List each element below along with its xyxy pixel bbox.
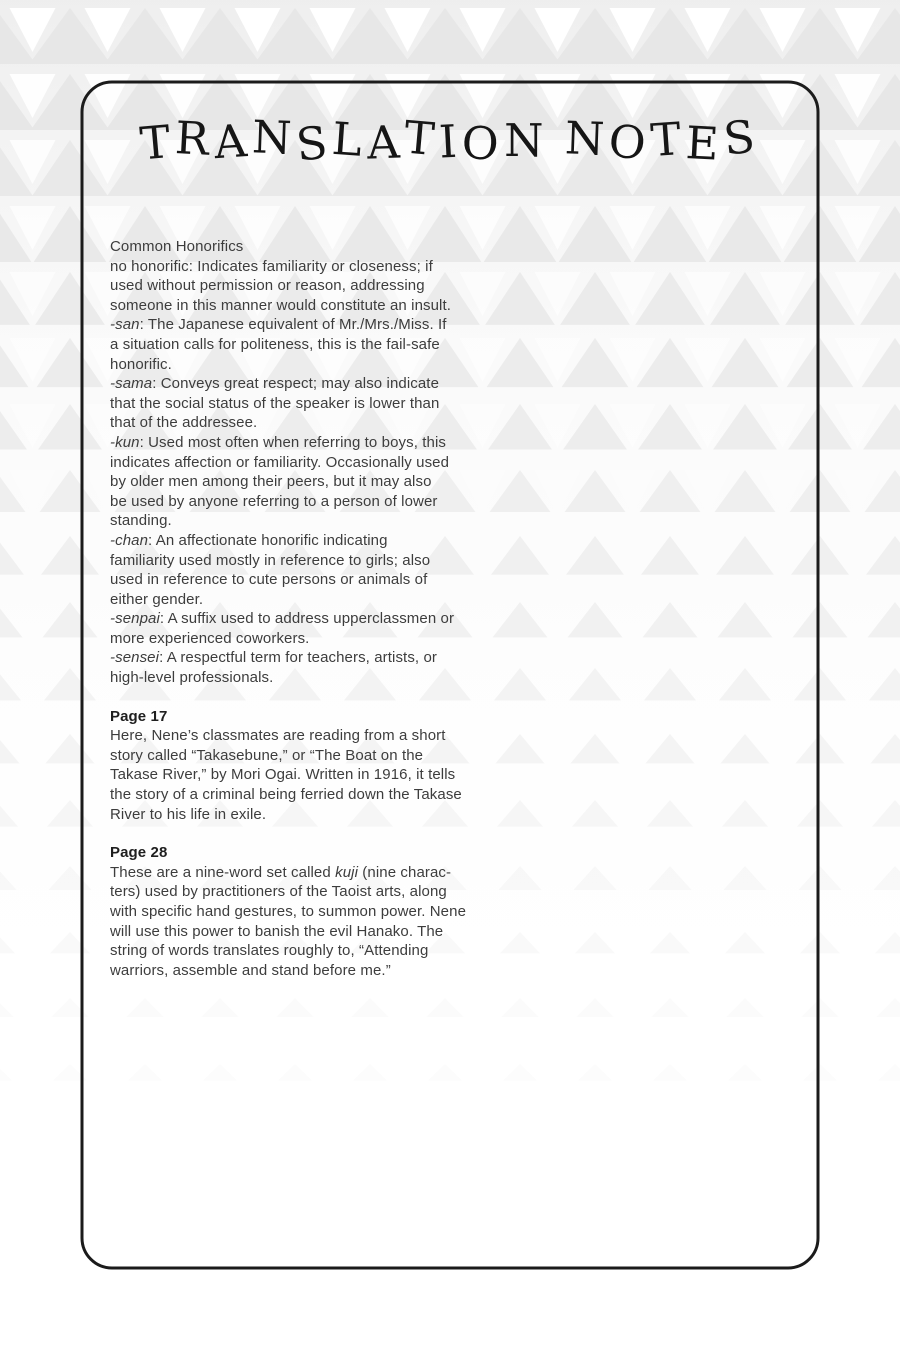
notes-section — [110, 707, 466, 825]
note-text: : A suffix used to address upperclassmen or — [159, 610, 455, 628]
title-letter: S — [720, 109, 762, 166]
note-line — [110, 551, 466, 571]
title-letter: O — [460, 115, 506, 172]
note-text: Takase River,” by Mori Ogai. Written in 1916, it tells — [110, 766, 456, 784]
note-text: with specific hand gestures, to summon power. Nene — [110, 903, 467, 920]
note-text: : A respectful term for teachers, artists, or — [159, 649, 437, 667]
note-text: a situation calls for politeness, this is the fail-safe — [110, 335, 440, 353]
note-line — [110, 902, 466, 922]
title-letter: N — [504, 114, 549, 167]
note-line — [110, 355, 466, 375]
notes-body — [110, 237, 466, 999]
note-line — [110, 941, 466, 961]
title-letter: L — [330, 111, 369, 168]
note-text: ters) used by practitioners of the Taoist arts, along — [110, 883, 447, 901]
note-text: : Conveys great respect; may also indicate — [152, 375, 440, 393]
note-text: warriors, assemble and stand before me.” — [110, 961, 391, 979]
note-text: These are a nine-word set called — [110, 863, 336, 881]
note-text: more experienced coworkers. — [110, 629, 310, 647]
title-letter: T — [402, 110, 442, 167]
note-line — [110, 590, 466, 610]
note-line — [110, 922, 466, 942]
note-line — [110, 257, 466, 277]
note-text: that the social status of the speaker is lower than — [110, 394, 440, 412]
title-letter: R — [174, 111, 216, 166]
honorific-term: -kun — [110, 433, 140, 451]
note-line — [110, 296, 466, 316]
note-line — [110, 492, 466, 512]
section-heading: Common Honorifics — [110, 238, 244, 255]
note-line — [110, 882, 466, 902]
honorific-term: -sama — [110, 375, 153, 393]
note-line — [110, 413, 466, 433]
note-text: familiarity used mostly in reference to girls; also — [110, 551, 431, 569]
note-text: : The Japanese equivalent of Mr./Mrs./Miss. If — [139, 316, 447, 334]
section-heading: Page 17 — [110, 707, 168, 725]
note-text: high-level professionals. — [110, 669, 274, 687]
title-letter: O — [606, 113, 654, 172]
note-line — [110, 374, 466, 394]
note-line — [110, 453, 466, 473]
note-line — [110, 394, 466, 414]
notes-section — [110, 237, 466, 688]
honorific-term: -sensei — [110, 649, 160, 667]
honorific-term: -senpai — [110, 610, 160, 628]
title-letter: T — [138, 114, 178, 171]
title-letter: A — [212, 113, 254, 170]
note-line — [110, 511, 466, 531]
note-text: used without permission or reason, addressing — [110, 277, 425, 295]
note-line — [110, 609, 466, 629]
note-line — [110, 726, 466, 746]
note-text: : An affectionate honorific indicating — [148, 531, 388, 549]
title-letter: I — [438, 114, 464, 169]
note-line — [110, 668, 466, 688]
title-letter: N — [563, 111, 610, 166]
title-letter: S — [293, 115, 336, 172]
note-text: honorific. — [110, 355, 172, 373]
note-line — [110, 961, 466, 981]
title-letter: E — [684, 116, 725, 171]
note-text: that of the addressee. — [110, 414, 258, 432]
note-text: someone in this manner would constitute an insult. — [110, 296, 452, 314]
note-text: string of words translates roughly to, “Attending — [110, 942, 429, 960]
note-text: : Used most often when referring to boys, this — [139, 433, 447, 451]
note-line — [110, 472, 466, 492]
note-text: story called “Takasebune,” or “The Boat on the — [110, 746, 424, 764]
note-line — [110, 629, 466, 649]
note-text: standing. — [110, 512, 172, 530]
note-text: River to his life in exile. — [110, 805, 267, 823]
honorific-term: -chan — [110, 531, 149, 549]
note-line — [110, 570, 466, 590]
note-line — [110, 863, 466, 883]
honorific-term: kuji — [335, 863, 359, 881]
title-letter: T — [648, 111, 688, 168]
note-text: (nine charac- — [358, 863, 452, 881]
notes-section — [110, 843, 466, 980]
note-text: the story of a criminal being ferried down the Takase — [110, 786, 462, 804]
note-line — [110, 276, 466, 296]
note-text: either gender. — [110, 590, 204, 608]
title-letter: N — [251, 110, 298, 165]
note-line — [110, 648, 466, 668]
note-line — [110, 335, 466, 355]
note-text: Here, Nene’s classmates are reading from a short — [110, 727, 446, 745]
note-text: no honorific: Indicates familiarity or closeness; if — [110, 257, 433, 275]
note-text: will use this power to banish the evil Hanako. The — [110, 922, 444, 940]
honorific-term: -san — [110, 316, 140, 334]
note-line — [110, 433, 466, 453]
note-text: used in reference to cute persons or animals of — [110, 571, 428, 589]
note-line — [110, 765, 466, 785]
note-text: indicates affection or familiarity. Occasionally used — [110, 453, 450, 471]
section-heading: Page 28 — [110, 844, 168, 862]
note-line — [110, 746, 466, 766]
note-line — [110, 785, 466, 805]
note-text: by older men among their peers, but it may also — [110, 473, 432, 491]
note-line — [110, 315, 466, 335]
note-line — [110, 531, 466, 551]
note-text: be used by anyone referring to a person of lower — [110, 492, 438, 510]
note-line — [110, 805, 466, 825]
page-title — [82, 109, 818, 172]
title-letter: A — [366, 115, 406, 170]
